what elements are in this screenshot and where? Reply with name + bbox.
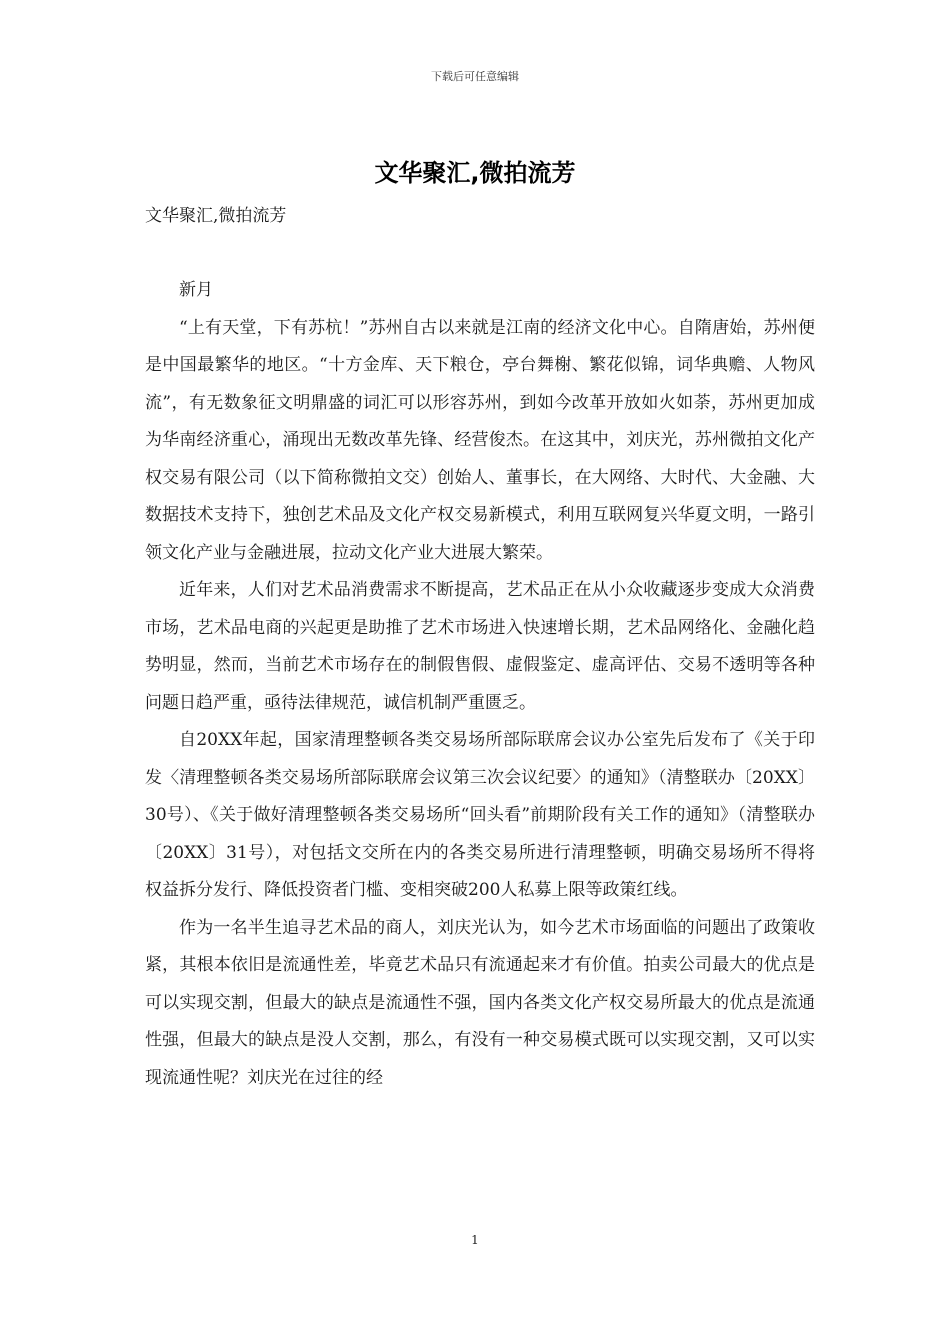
document-title: 文华聚汇,微拍流芳 xyxy=(374,159,576,187)
document-subtitle: 文华聚汇,微拍流芳 xyxy=(145,206,287,226)
paragraph: “上有天堂，下有苏杭！”苏州自古以来就是江南的经济文化中心。自隋唐始，苏州便是中国最繁华的地区。“十方金库、天下粮仓，亭台舞榭、繁花似锦，词华典赡、人物风流”，有无数象征文明鼎盛的词汇可以形容苏州，到如今改革开放如火如荼，苏州更加成为华南经济重心，涌现出无数改革先锋、经营俊杰。在这其中，刘庆光，苏州微拍文化产权交易有限公司（以下简称微拍文交）创始人、董事长，在大网络、大时代、大金融、大数据技术支持下，独创艺术品及文化产权交易新模式，利用互联网复兴华夏文明，一路引领文化产业与金融进展，拉动文化产业大进展大繁荣。 xyxy=(145,317,815,563)
paragraph: 作为一名半生追寻艺术品的商人，刘庆光认为，如今艺术市场面临的问题出了政策收紧，其根本依旧是流通性差，毕竟艺术品只有流通起来才有价值。拍卖公司最大的优点是可以实现交割，但最大的缺点是流通性不强，国内各类文化产权交易所最大的优点是流通性强，但最大的缺点是没人交割，那么，有没有一种交易模式既可以实现交割，又可以实现流通性呢？刘庆光在过往的经 xyxy=(145,917,815,1088)
paragraph-author: 新月 xyxy=(179,280,213,300)
page-header-note: 下载后可任意编辑 xyxy=(431,70,519,83)
paragraph: 自20XX年起，国家清理整顿各类交易场所部际联席会议办公室先后发布了《关于印发〈清理整顿各类交易场所部际联席会议第三次会议纪要〉的通知》（清整联办〔20XX〕30号）、《关于做好清理整顿各类交易场所“回头看”前期阶段有关工作的通知》（清整联办〔20XX〕31号），对包括文交所在内的各类交易所进行清理整顿，明确交易场所不得将权益拆分发行、降低投资者门槛、变相突破200人私募上限等政策红线。 xyxy=(145,730,815,900)
page-number: 1 xyxy=(471,1233,479,1247)
document-body xyxy=(145,272,815,1097)
paragraph: 近年来，人们对艺术品消费需求不断提高，艺术品正在从小众收藏逐步变成大众消费市场，艺术品电商的兴起更是助推了艺术市场进入快速增长期，艺术品网络化、金融化趋势明显，然而，当前艺术市场存在的制假售假、虚假鉴定、虚高评估、交易不透明等各种问题日趋严重，亟待法律规范，诚信机制严重匮乏。 xyxy=(145,580,815,713)
